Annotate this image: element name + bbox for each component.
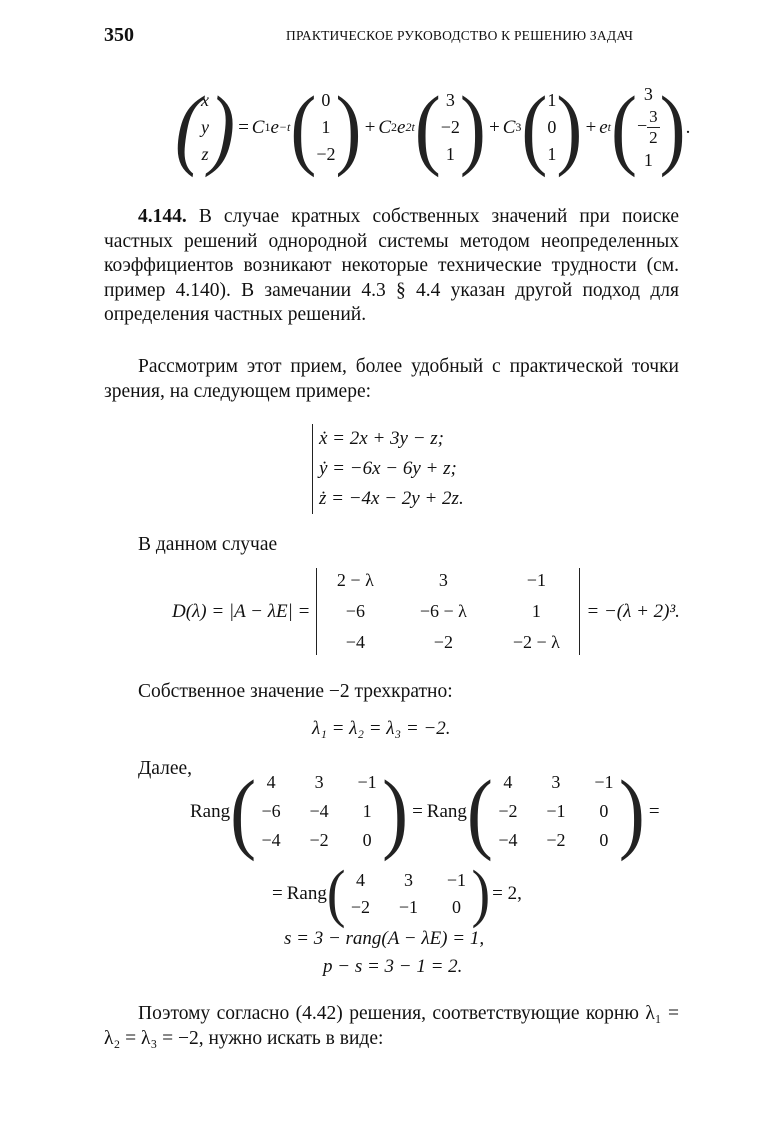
eigenvalue-text: Собственное значение −2 трехкратно: [138,681,453,702]
in-this-case-text: В данном случае [138,534,278,555]
further-text: Далее, [138,758,193,779]
vector-2: ( 3 −2 1 ) [414,76,486,177]
matrix-b: ( 4 3 −1 −2 −1 0 −4 −2 0 ) [466,760,645,861]
running-title: ПРАКТИЧЕСКОЕ РУКОВОДСТВО К РЕШЕНИЮ ЗАДАЧ [286,28,634,43]
p-s-equation: p − s = 3 − 1 = 2. [323,956,463,977]
problem-number: 4.144. [138,206,187,227]
characteristic-determinant: D(λ) = |A − λE| = 2 − λ 3 −1 −6 −6 − λ 1 −4 −2 −2 − λ = −(λ + 2)³. [172,568,680,655]
matrix-c: ( 4 3 −1 −2 −1 0 ) [326,858,491,930]
matrix-a: ( 4 3 −1 −6 −4 1 −4 −2 0 ) [230,760,409,861]
eigenvalue-equation: λ₁ = λ₂ = λ₃ = −2. [312,718,451,739]
vector-3: ( 1 0 1 ) [521,76,583,177]
rank-equation-2: = Rang ( 4 3 −1 −2 −1 0 ) = 2, [272,858,522,930]
final-paragraph: Поэтому согласно (4.42) решения, соответствующие корню λ₁ = λ₂ = λ₃ = −2, нужно искать в виде: [104,1003,679,1049]
general-solution-formula: ( x y z ) = C 1 e −t ( 0 1 −2 ) + C 2 e 2t ( 3 −2 1 ) + C 3 ( 1 0 1 ) + e t ( 3 − $\frac{3}{2}$ 1 ) . [175,76,691,177]
determinant-matrix: 2 − λ 3 −1 −6 −6 − λ 1 −4 −2 −2 − λ [316,568,580,655]
ode-system: ẋ = 2x + 3y − z; ẏ = −6x − 6y + z; ż = −4x − 2y + 2z. [312,424,464,514]
rank-equation-1: Rang ( 4 3 −1 −6 −4 1 −4 −2 0 ) = Rang ( 4 3 −1 −2 −1 0 −4 −2 0 ) = [190,760,660,861]
s-equation: s = 3 − rang(A − λE) = 1, [284,928,485,949]
vector-1: ( 0 1 −2 ) [290,76,362,177]
vector-4: ( 3 − $\frac{3}{2}$ 1 ) [611,76,686,177]
paragraph-method: Рассмотрим этот прием, более удобный с практической точки зрения, на следующем примере: [104,356,679,402]
page-number: 350 [104,24,134,46]
paragraph-4-144: 4.144. В случае кратных собственных значений при поиске частных решений однородной системы методом неопределенных коэффициентов возникают некоторые технические трудности (см. пример 4.140). В замечании 4.3 § 4.4 указан другой подход для определения частных решений. [104,206,679,325]
vector-xyz: ( x y z ) [175,76,235,177]
